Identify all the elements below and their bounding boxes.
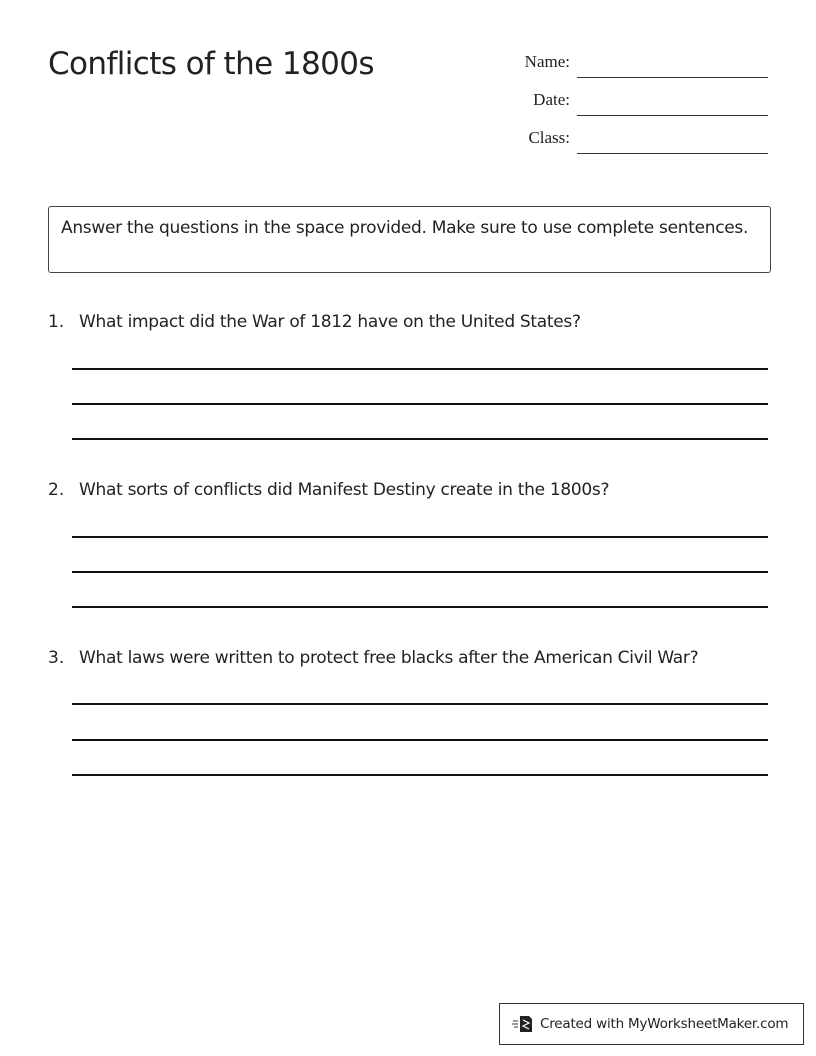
answer-line[interactable] bbox=[72, 703, 768, 705]
footer-badge[interactable] bbox=[499, 1003, 804, 1045]
class-label: Class: bbox=[528, 128, 570, 147]
answer-line[interactable] bbox=[72, 571, 768, 573]
question-text: What impact did the War of 1812 have on the United States? bbox=[79, 312, 581, 332]
date-label: Date: bbox=[533, 90, 570, 109]
name-input-line[interactable] bbox=[577, 76, 768, 78]
answer-line[interactable] bbox=[72, 368, 768, 370]
question-text: What laws were written to protect free blacks after the American Civil War? bbox=[79, 648, 699, 668]
question-number: 2. bbox=[48, 480, 65, 500]
worksheet-title: Conflicts of the 1800s bbox=[48, 46, 374, 82]
date-field[interactable] bbox=[500, 86, 768, 116]
name-label: Name: bbox=[524, 52, 570, 71]
question-number: 3. bbox=[48, 648, 65, 668]
date-input-line[interactable] bbox=[577, 114, 768, 116]
class-field[interactable] bbox=[500, 124, 768, 154]
worksheet-maker-logo-icon bbox=[512, 1014, 534, 1034]
footer-text: Created with MyWorksheetMaker.com bbox=[540, 1016, 789, 1032]
name-field[interactable] bbox=[500, 48, 768, 78]
answer-line[interactable] bbox=[72, 606, 768, 608]
class-input-line[interactable] bbox=[577, 152, 768, 154]
answer-line[interactable] bbox=[72, 536, 768, 538]
answer-line[interactable] bbox=[72, 403, 768, 405]
answer-line[interactable] bbox=[72, 438, 768, 440]
answer-line[interactable] bbox=[72, 774, 768, 776]
instructions-box: Answer the questions in the space provided. Make sure to use complete sentences. bbox=[48, 206, 771, 273]
question-text: What sorts of conflicts did Manifest Destiny create in the 1800s? bbox=[79, 480, 610, 500]
answer-line[interactable] bbox=[72, 739, 768, 741]
question-number: 1. bbox=[48, 312, 65, 332]
